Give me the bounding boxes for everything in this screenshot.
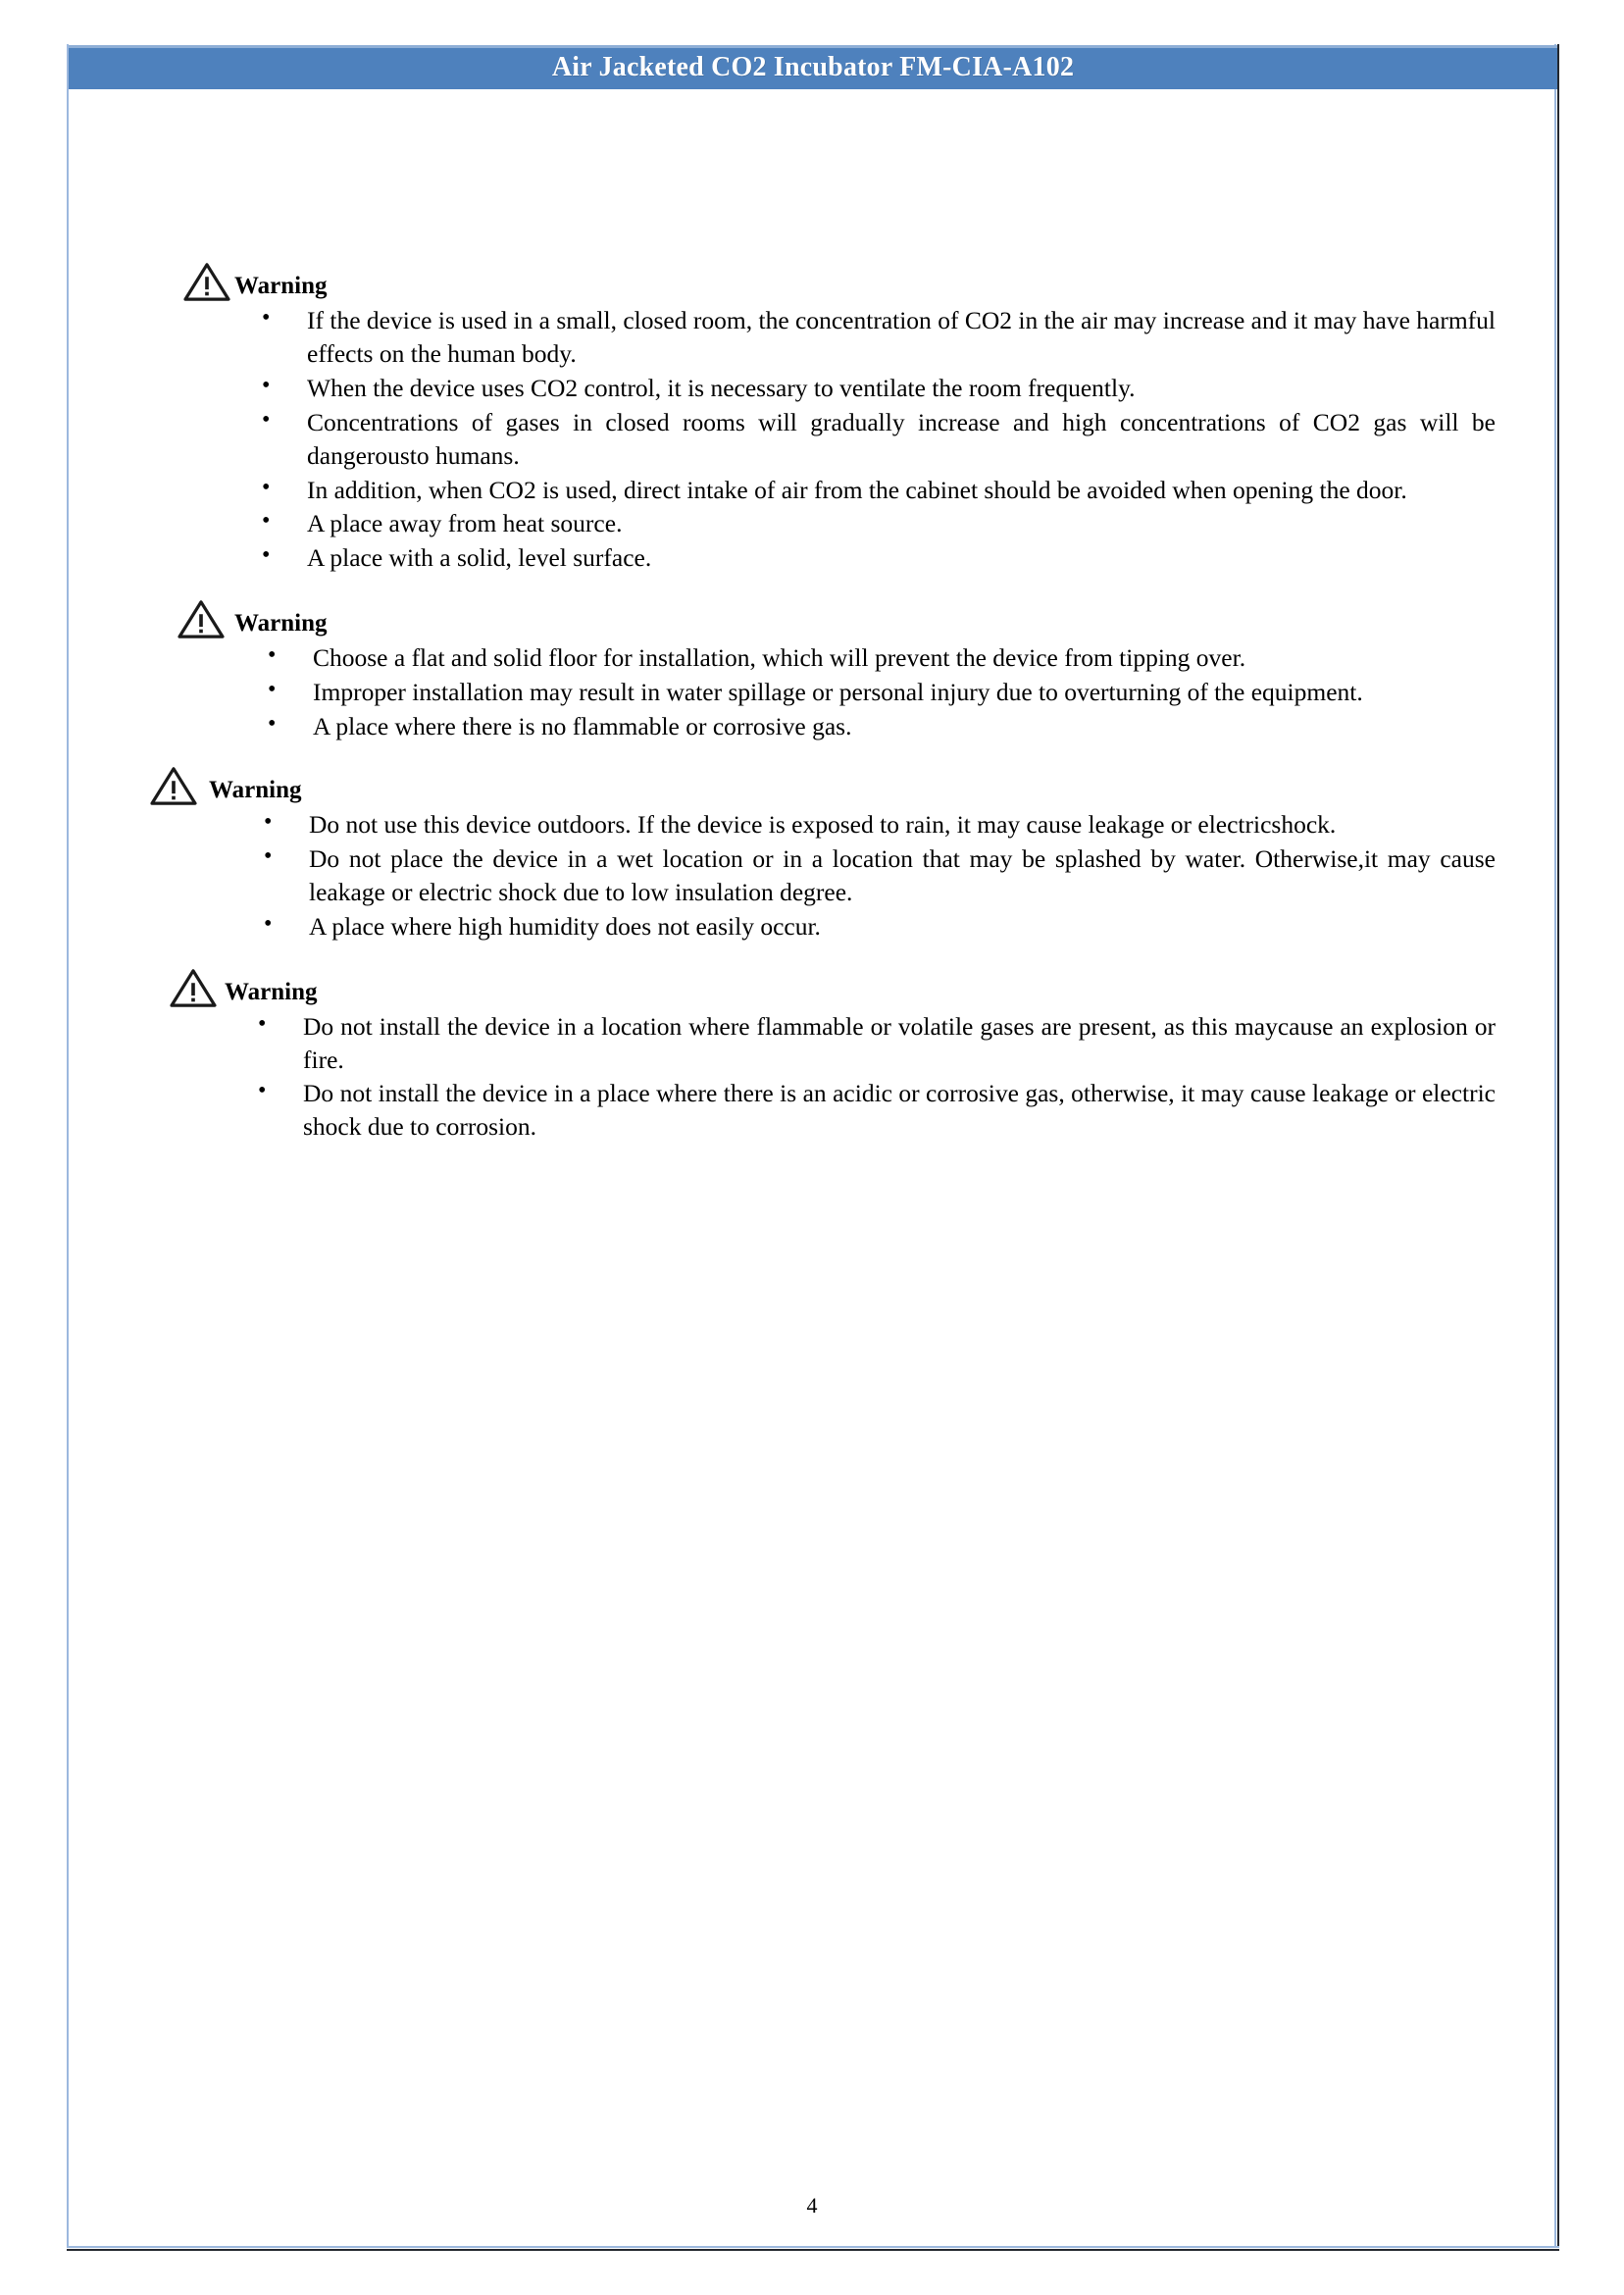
page-border-right-inner [1554, 44, 1556, 2248]
warning-heading-1 [181, 267, 1496, 302]
list-item: • A place where there is no flammable or corrosive gas. [262, 710, 1496, 743]
list-item: • Choose a flat and solid floor for installation, which will prevent the device from tipping over. [262, 641, 1496, 675]
list-item: • If the device is used in a small, closed room, the concentration of CO2 in the air may increase and it may have harmful effects on the human body. [256, 304, 1496, 371]
warning-list-2 [262, 641, 1496, 743]
page-border-bottom-outer [67, 2249, 1559, 2251]
list-item: • Do not install the device in a location where flammable or volatile gases are present, as this maycause an explosion or fire. [252, 1010, 1496, 1077]
warning-section-3 [181, 771, 1496, 944]
warning-triangle-icon [148, 765, 199, 806]
page-border-left [67, 44, 69, 2248]
warning-label-4: Warning [225, 978, 318, 1005]
page-border-right-outer [1557, 44, 1559, 2248]
document-body [181, 267, 1496, 1165]
list-item: • A place where high humidity does not easily occur. [258, 910, 1496, 944]
list-item: • Do not place the device in a wet location or in a location that may be splashed by water. Otherwise,it may cause leakage or electric shock due to low insulation degree. [258, 842, 1496, 909]
list-item: • Do not use this device outdoors. If the device is exposed to rain, it may cause leakage or electricshock. [258, 808, 1496, 842]
warning-list-4 [252, 1010, 1496, 1145]
warning-label-3: Warning [209, 776, 302, 803]
warning-triangle-icon [168, 967, 219, 1008]
warning-list-3 [258, 808, 1496, 944]
warning-label-2: Warning [234, 610, 328, 638]
list-item: • Concentrations of gases in closed rooms will gradually increase and high concentrations of CO2 gas will be dangerousto humans. [256, 406, 1496, 473]
list-item: • A place with a solid, level surface. [256, 541, 1496, 575]
page-number: 4 [806, 2193, 818, 2218]
warning-heading-2 [181, 604, 1496, 639]
warning-label-1: Warning [234, 273, 328, 299]
list-item: • When the device uses CO2 control, it is necessary to ventilate the room frequently. [256, 372, 1496, 405]
document-title: Air Jacketed CO2 Incubator FM-CIA-A102 [551, 51, 1075, 82]
page-border-bottom-inner [67, 2246, 1559, 2248]
warning-heading-3 [181, 771, 1496, 806]
document-header-banner [69, 45, 1557, 89]
warning-section-2 [181, 604, 1496, 743]
list-item: • Do not install the device in a place where there is an acidic or corrosive gas, otherwise, it may cause leakage or electric shock due to corrosion. [252, 1077, 1496, 1144]
warning-section-4 [181, 973, 1496, 1145]
warning-section-1 [181, 267, 1496, 575]
list-item: • Improper installation may result in water spillage or personal injury due to overturning of the equipment. [262, 676, 1496, 709]
warning-list-1 [256, 304, 1496, 575]
list-item: • In addition, when CO2 is used, direct intake of air from the cabinet should be avoided when opening the door. [256, 474, 1496, 507]
warning-triangle-icon [181, 261, 232, 302]
header-highlight-strip [69, 45, 1557, 48]
list-item: • A place away from heat source. [256, 507, 1496, 540]
warning-triangle-icon [176, 598, 227, 639]
warning-heading-4 [181, 973, 1496, 1008]
